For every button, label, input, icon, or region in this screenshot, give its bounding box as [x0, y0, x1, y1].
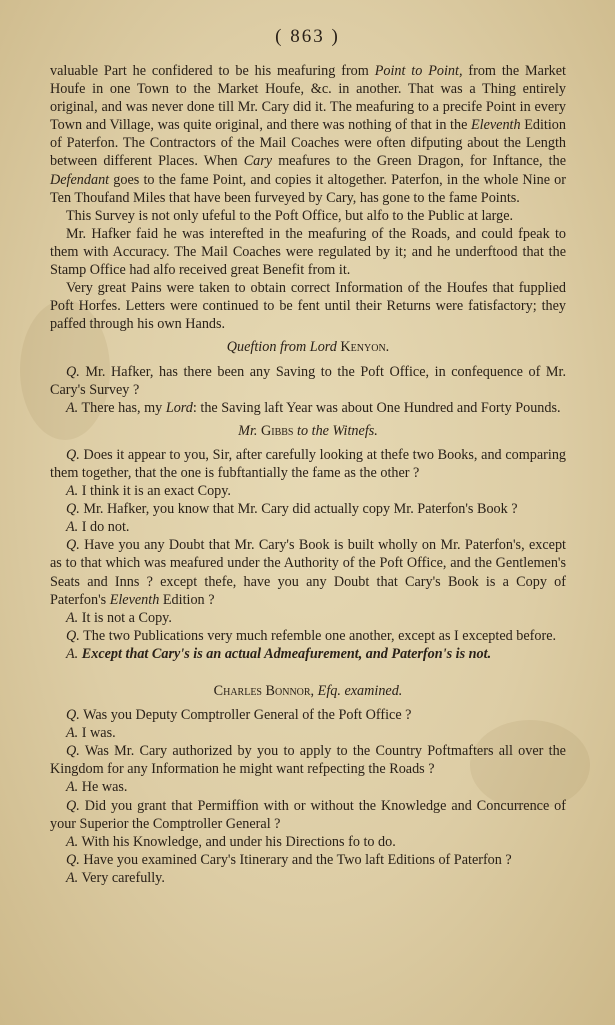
page-number: ( 863 ) [275, 26, 340, 47]
question: Q. The two Publications very much refemble one another, except as I excepted before. [66, 627, 557, 644]
answer: A. It is not a Copy. [66, 609, 172, 626]
question: Q. Was Mr. Cary authorized by you to apply to the Country Poftmafters all over the Kingdom for any Information he might want refpecting the Roads ? [50, 743, 566, 778]
body-text [50, 62, 566, 887]
question: Q. Did you grant that Permiffion with or without the Knowledge and Concurrence of your Superior the Comptroller General ? [50, 797, 567, 832]
answer: A. I was. [66, 725, 116, 742]
section-heading: Queftion from Lord Kenyon. [226, 339, 390, 356]
paragraph: This Survey is not only ufeful to the Poft Office, but alfo to the Public at large. [66, 207, 514, 224]
answer: A. Except that Cary's is an actual Admeafurement, and Paterfon's is not. [66, 645, 492, 662]
paragraph: valuable Part he confidered to be his meafuring from Point to Point, from the Market Houfe in one Town to the Market Houfe, &c. in another. That was a Thing entirely original, and was never done till Mr. Cary did it. The meafuring to a precife Point in every Town and Village, was quite original, and there was nothing of that in the Eleventh Edition of Paterfon. The Contractors of the Mail Coaches were often difputing about the Length between different Places. When Cary meafures to the Green Dragon, for Inftance, the Defendant goes to the fame Point, and copies it altogether. Paterfon, in the whole Nine or Ten Thoufand Miles that have been furveyed by Cary, has gone to the fame Points. [50, 63, 566, 206]
question: Q. Have you any Doubt that Mr. Cary's Book is built wholly on Mr. Paterfon's, except as to that which was meafured under the Authority of the Poft Office, and the Gentlemen's Seats and Inns ? except thefe, have you any Doubt that Cary's Book is a Copy of Paterfon's Eleventh Edition ? [50, 537, 566, 608]
question: Q. Mr. Hafker, has there been any Saving to the Poft Office, in confequence of Mr. Cary's Survey ? [50, 363, 566, 398]
answer: A. I do not. [66, 519, 130, 536]
question: Q. Was you Deputy Comptroller General of the Poft Office ? [66, 707, 412, 724]
question: Q. Mr. Hafker, you know that Mr. Cary did actually copy Mr. Paterfon's Book ? [66, 501, 518, 518]
answer: A. He was. [66, 779, 128, 796]
answer: A. With his Knowledge, and under his Directions fo to do. [66, 833, 396, 850]
section-heading: Charles Bonnor, Efq. examined. [213, 683, 403, 699]
answer: A. There has, my Lord: the Saving laft Year was about One Hundred and Forty Pounds. [66, 399, 561, 416]
question: Q. Have you examined Cary's Itinerary and the Two laft Editions of Paterfon ? [66, 851, 512, 868]
section-heading: Mr. Gibbs to the Witnefs. [238, 422, 378, 439]
answer: A. Very carefully. [66, 869, 165, 886]
paragraph: Very great Pains were taken to obtain correct Information of the Houfes that fupplied Poft Horfes. Letters were continued to be fent until their Returns were fatisfactory; they paffed through his own Hands. [50, 280, 566, 333]
answer: A. I think it is an exact Copy. [66, 483, 231, 500]
question: Q. Does it appear to you, Sir, after carefully looking at thefe two Books, and comparing them together, that the one is fubftantially the fame as the other ? [50, 446, 567, 481]
paragraph: Mr. Hafker faid he was interefted in the meafuring of the Roads, and could fpeak to them with Accuracy. The Mail Coaches were regulated by it; and he underftood that the Stamp Office had alfo received great Benefit from it. [50, 225, 566, 279]
spacer [50, 663, 566, 677]
